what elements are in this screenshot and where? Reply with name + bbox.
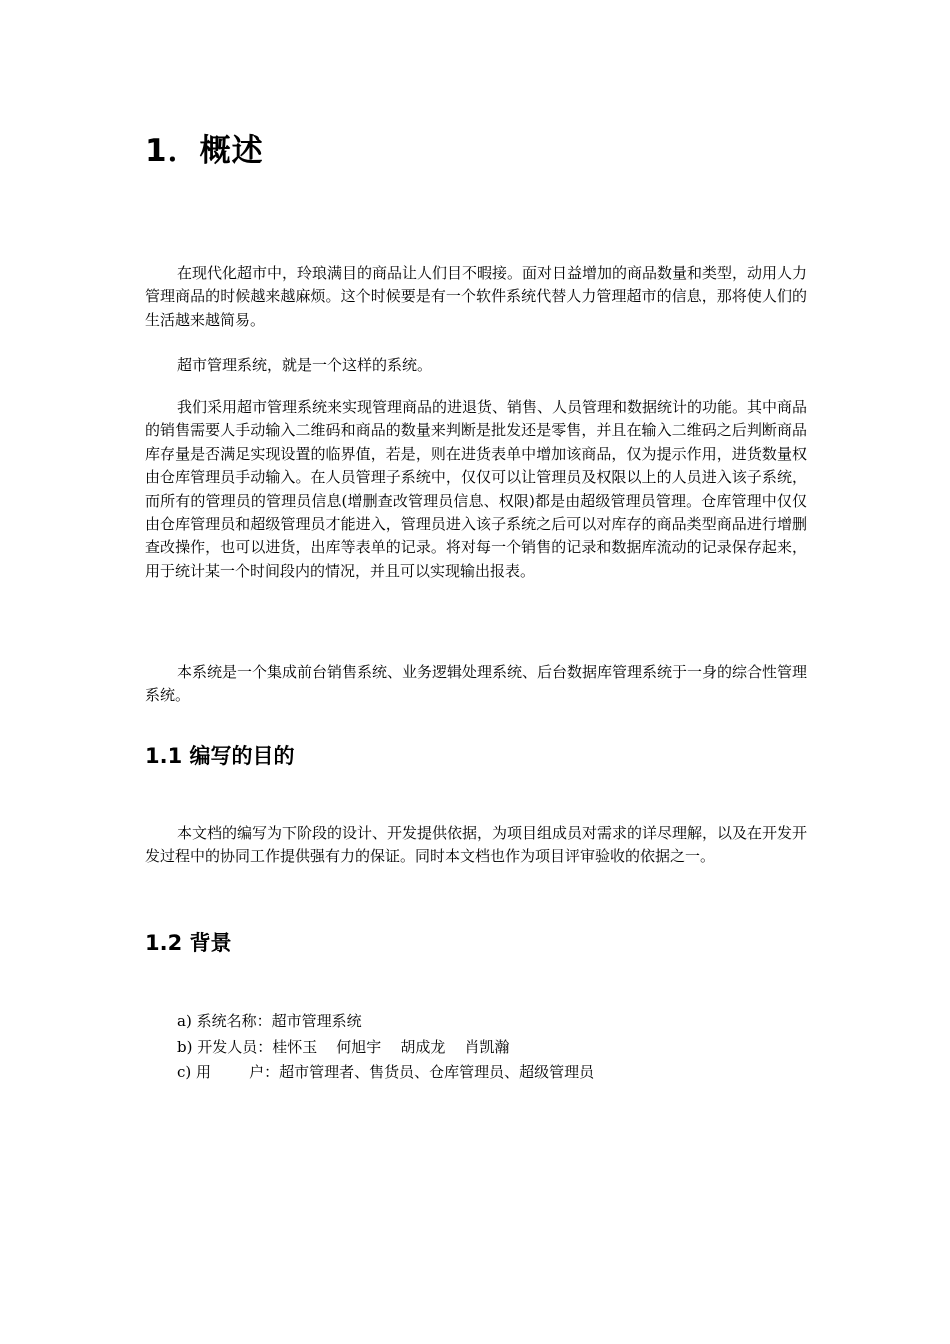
paragraph-integration: 本系统是一个集成前台销售系统、业务逻辑处理系统、后台数据库管理系统于一身的综合性管理系统。: [145, 663, 808, 705]
list-item-users: c) 用 户：超市管理者、售货员、仓库管理员、超级管理员: [177, 1063, 595, 1081]
section-heading-purpose: 1.1 编写的目的: [145, 744, 295, 768]
section-heading-overview: 1．概述: [145, 133, 264, 169]
paragraph-purpose: 本文档的编写为下阶段的设计、开发提供依据，为项目组成员对需求的详尽理解，以及在开发开发过程中的协同工作提供强有力的保证。同时本文档也作为项目评审验收的依据之一。: [145, 824, 808, 866]
section-heading-background: 1.2 背景: [145, 931, 232, 955]
paragraph-system-summary: 超市管理系统，就是一个这样的系统。: [177, 356, 433, 374]
paragraph-functions: 我们采用超市管理系统来实现管理商品的进退货、销售、人员管理和数据统计的功能。其中商品的销售需要人手动输入二维码和商品的数量来判断是批发还是零售，并且在输入二维码之后判断商品库存量是否满足实现设置的临界值，若是，则在进货表单中增加该商品，仅为提示作用，进货数量权由仓库管理员手动输入。在人员管理子系统中，仅仅可以让管理员及权限以上的人员进入该子系统，而所有的管理员的管理员信息(增删查改管理员信息、权限)都是由超级管理员管理。仓库管理中仅仅由仓库管理员和超级管理员才能进入，管理员进入该子系统之后可以对库存的商品类型商品进行增删查改操作，也可以进货，出库等表单的记录。将对每一个销售的记录和数据库流动的记录保存起来，用于统计某一个时间段内的情况，并且可以实现输出报表。: [145, 398, 808, 580]
background-list: [177, 1009, 594, 1086]
paragraph-intro: 在现代化超市中，玲琅满目的商品让人们目不暇接。面对日益增加的商品数量和类型，动用人力管理商品的时候越来越麻烦。这个时候要是有一个软件系统代替人力管理超市的信息，那将使人们的生活越来越简易。: [145, 264, 808, 329]
list-item-developers: b) 开发人员：桂怀玉 何旭宇 胡成龙 肖凯瀚: [177, 1037, 510, 1056]
list-item-system-name: a) 系统名称：超市管理系统: [177, 1012, 362, 1030]
